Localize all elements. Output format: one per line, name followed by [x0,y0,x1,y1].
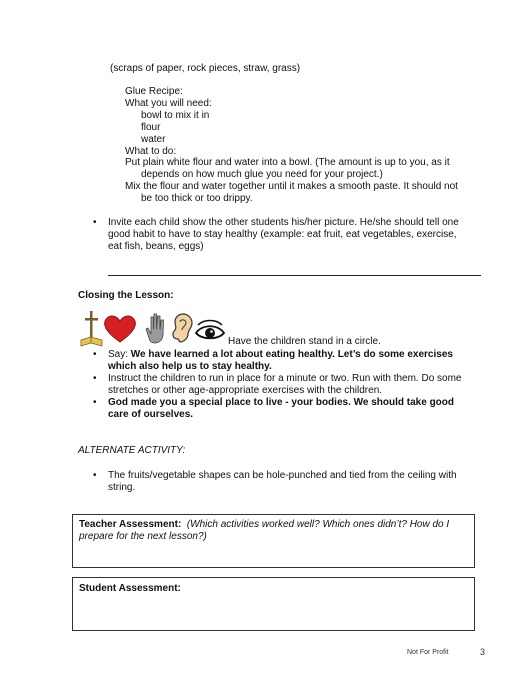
hand-icon [146,314,164,343]
alternate-heading: ALTERNATE ACTIVITY: [78,445,186,456]
page-number: 3 [480,647,486,657]
glue-item: flour [141,122,161,133]
teacher-assessment-label: Teacher Assessment: [79,519,182,530]
bullet-marker: • [93,397,97,408]
teacher-assessment-box[interactable] [72,514,475,568]
teacher-assessment-prompt: (Which activities worked well? Which ones didn’t? How do I [186,519,450,530]
glue-step: depends on how much glue you need for your project.) [141,169,383,180]
cross-bible-icon [81,311,102,346]
bullet-marker: • [93,349,97,360]
ear-icon [173,314,192,342]
bullet-marker: • [93,470,97,481]
student-assessment-box[interactable] [72,577,475,631]
glue-step: be too thick or too drippy. [141,193,253,204]
say-prefix: Say: [108,349,131,360]
senses-icons [80,309,226,349]
say-quote: which also help us to stay healthy. [108,361,272,372]
god-message: care of ourselves. [108,409,194,420]
closing-heading: Closing the Lesson: [78,290,174,301]
bullet-marker: • [93,217,97,228]
bullet-marker: • [93,373,97,384]
glue-step: Mix the flour and water together until it makes a smooth paste. It should not [125,181,458,192]
teacher-assessment-line [79,519,449,531]
alternate-text: The fruits/vegetable shapes can be hole-punched and tied from the ceiling with [108,470,457,481]
glue-item: water [141,134,166,145]
materials-note: (scraps of paper, rock pieces, straw, grass) [110,63,301,74]
run-instruction: stretches or other age-appropriate exercises with the children. [108,385,383,396]
student-assessment-label: Student Assessment: [79,583,181,594]
closing-intro: Have the children stand in a circle. [228,336,381,347]
glue-need-label: What you will need: [125,98,212,109]
run-instruction: Instruct the children to run in place for a minute or two. Run with them. Do some [108,373,462,384]
glue-todo-label: What to do: [125,146,177,157]
eye-icon [196,321,224,339]
alternate-text: string. [108,482,136,493]
glue-step: Put plain white flour and water into a bowl. (The amount is up to you, as it [125,157,450,168]
heart-icon [105,316,136,342]
invite-text: Invite each child show the other students his/her picture. He/she should tell one [108,217,459,228]
invite-text: good habit to have to stay healthy (example: eat fruit, eat vegetables, exercise, [108,229,457,240]
invite-text: eat fish, beans, eggs) [108,241,204,252]
say-line [108,349,453,361]
god-message: God made you a special place to live - your bodies. We should take good [108,397,455,408]
answer-line [108,275,481,276]
glue-recipe-title: Glue Recipe: [125,86,183,97]
teacher-assessment-prompt: prepare for the next lesson?) [79,531,207,542]
footer-note: Not For Profit [407,649,449,656]
glue-item: bowl to mix it in [141,110,210,121]
say-quote: We have learned a lot about eating healthy. Let’s do some exercises [130,349,453,360]
